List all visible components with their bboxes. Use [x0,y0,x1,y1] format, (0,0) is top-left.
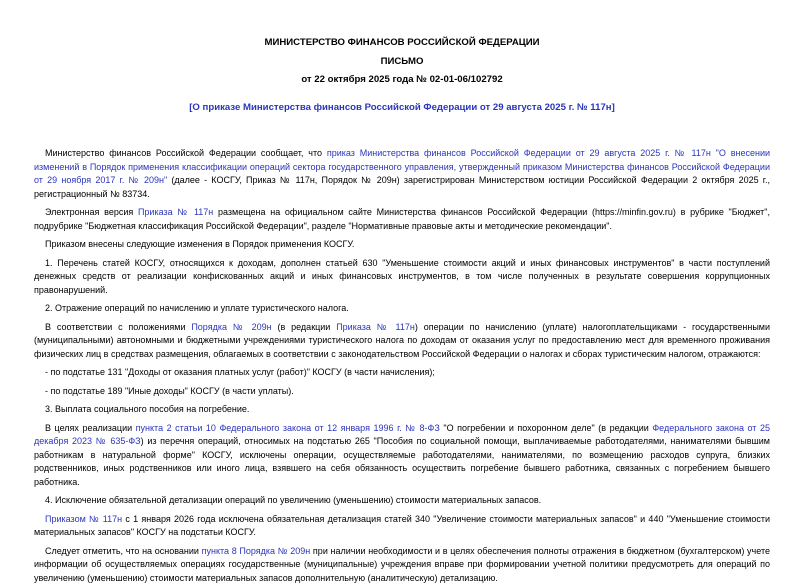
text-run: (далее - КОСГУ, Приказ № 117н, Порядок № 209н) зарегистрирован Министерством юстиции Российской Федерации 2 октября 2025 г., регистрационный № 83734. [34,175,770,199]
paragraph [34,238,770,252]
paragraph [34,147,770,201]
text-run: - по подстатье 189 "Иные доходы" КОСГУ (в части уплаты). [45,386,294,396]
ministry-name: МИНИСТЕРСТВО ФИНАНСОВ РОССИЙСКОЙ ФЕДЕРАЦИИ [34,36,770,49]
text-run: с 1 января 2026 года исключена обязательная детализация статей 340 "Увеличение стоимости материальных запасов" и 440 "Уменьшение стоимости материальных запасов" КОСГУ на подстатьи КОСГУ. [34,514,770,538]
paragraph [34,206,770,233]
text-run: "О погребении и похоронном деле" (в редакции [440,423,652,433]
text-run: 1. Перечень статей КОСГУ, относящихся к доходам, дополнен статьей 630 "Уменьшение стоимости акций и иных финансовых инструментов" в части поступлений денежных средств от реализации конфискованных акций и иных финансовых инструментов, в том числе полученных в результате совершения коррупционных правонарушений. [34,258,770,295]
text-run: размещена на официальном сайте Министерства финансов Российской Федерации (https://minfin.gov.ru) в рубрике "Бюджет", подрубрике "Бюджетная классификация Российской Федерации", разделе "Нормативные правовые акты и методические рекомендации". [34,207,770,231]
text-run: ) из перечня операций, относимых на подстатью 265 "Пособия по социальной помощи, выплачиваемые работодателями, нанимателями бывшим работникам в натуральной форме" КОСГУ, исключены операции, осуществляемые работодателями, нанимателями, по возмещению расходов супруга, близких родственников, иных родственников или иного лица, взявшего на себя обязанность осуществить погребение бывшего работника, связанных с погребением бывшего работника. [34,436,770,487]
text-run: Приказом внесены следующие изменения в Порядок применения КОСГУ. [45,239,354,249]
paragraph [34,513,770,540]
document-link[interactable]: Приказом № 117н [45,514,122,524]
document-link[interactable]: приказ Министерства финансов Российской Федерации от 29 августа 2025 г. № 117н "О внесении изменений в Порядок применения классификации операций сектора государственного управления, утвержденный приказом Министерства финансов Российской Федерации от 29 ноября 2017 г. № 209н" [34,148,770,185]
text-run: - по подстатье 131 "Доходы от оказания платных услуг (работ)" КОСГУ (в части начисления); [45,367,435,377]
document-link[interactable]: Федерального закона от 25 декабря 2023 № 635-ФЗ [34,423,770,447]
paragraph [34,366,770,380]
text-run: В целях реализации [45,423,136,433]
document-link[interactable]: Приказа № 117н [336,322,415,332]
paragraph [34,545,770,585]
document-link[interactable]: пункта 2 статьи 10 Федерального закона от 12 января 1996 г. № 8-ФЗ [136,423,440,433]
text-run: Министерство финансов Российской Федерации сообщает, что [45,148,327,158]
text-run: 2. Отражение операций по начислению и уплате туристического налога. [45,303,349,313]
document-link[interactable]: Приказа № 117н [138,207,213,217]
document-date-number: от 22 октября 2025 года № 02-01-06/102792 [34,73,770,86]
document-body [34,147,770,585]
text-run: Электронная версия [45,207,138,217]
paragraph [34,403,770,417]
paragraph [34,494,770,508]
text-run: В соответствии с положениями [45,322,191,332]
text-run: 3. Выплата социального пособия на погребение. [45,404,249,414]
document-subject: [О приказе Министерства финансов Российской Федерации от 29 августа 2025 г. № 117н] [34,101,770,114]
document-link[interactable]: пункта 8 Порядка № 209н [202,546,311,556]
paragraph [34,321,770,362]
document-type: ПИСЬМО [34,55,770,68]
text-run: 4. Исключение обязательной детализации операций по увеличению (уменьшению) стоимости материальных запасов. [45,495,541,505]
text-run: ) операции по начислению (уплате) налогоплательщиками - государственными (муниципальными) автономными и бюджетными учреждениями туристического налога по доходам от оказания услуг по предоставлению мест для временного проживания физических лиц в средствах размещения, облагаемых в соответствии с законодательством Российской Федерации о налогах и сборах туристическим налогом, отражаются: [34,322,770,359]
paragraph [34,302,770,316]
document-link[interactable]: Порядка № 209н [191,322,271,332]
text-run: при наличии необходимости и в целях обеспечения полноты отражения в бюджетном (бухгалтерском) учете информации об осуществляемых операциях государственные (муниципальные) учреждения вправе при формировании учетной политики предусмотреть для операций по увеличению (уменьшению) стоимости материальных запасов дополнительную (аналитическую) детализацию. [34,546,770,583]
paragraph [34,422,770,490]
text-run: Следует отметить, что на основании [45,546,202,556]
text-run: (в редакции [272,322,337,332]
paragraph [34,385,770,399]
paragraph [34,257,770,298]
